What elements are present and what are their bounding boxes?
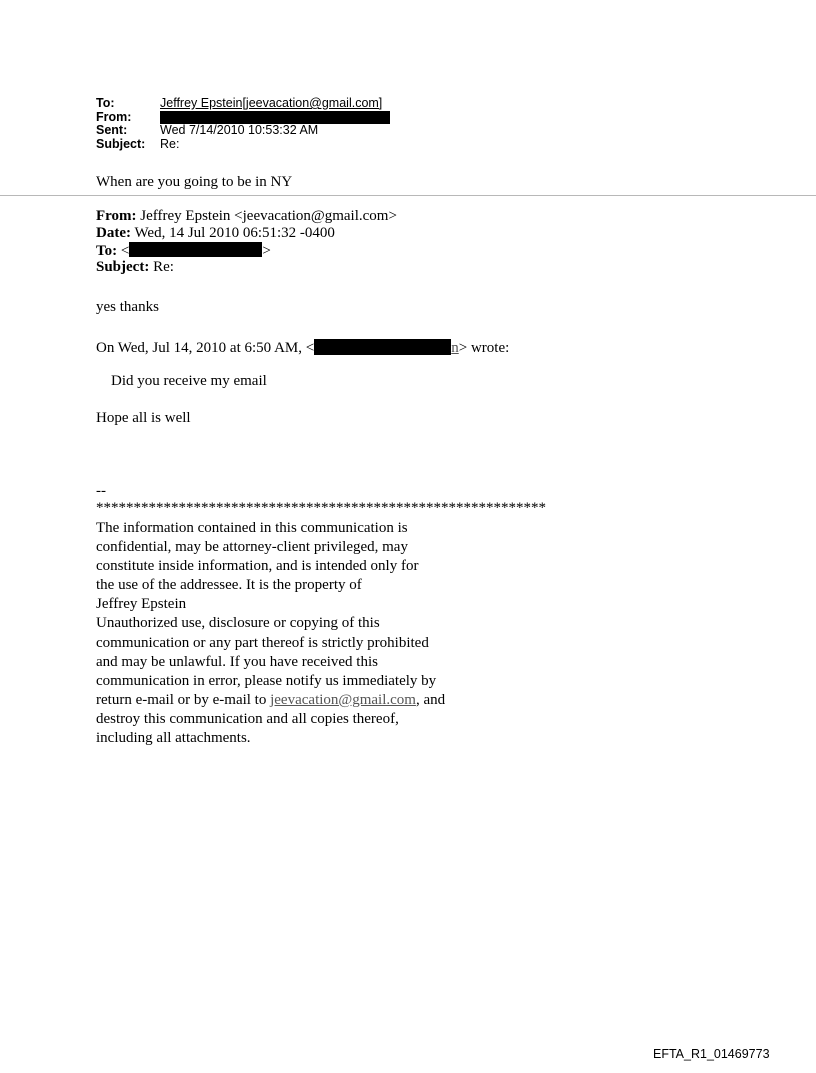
disclaimer-line: including all attachments.: [96, 730, 251, 747]
disclaimer-return-suffix: , and: [415, 691, 446, 708]
disclaimer-line: Jeffrey Epstein: [96, 596, 187, 613]
disclaimer-line: Unauthorized use, disclosure or copying of this: [96, 615, 380, 632]
disclaimer-line: The information contained in this communication is: [96, 520, 408, 536]
redaction-box: [160, 111, 390, 124]
header-from-label: From:: [96, 109, 132, 124]
quoted-to-label: To:: [96, 243, 118, 259]
message-body: When are you going to be in NY: [96, 174, 293, 190]
disclaimer: [96, 519, 445, 748]
header-subject-label: Subject:: [96, 136, 146, 151]
quoted-from-value: Jeffrey Epstein <jeevacation@gmail.com>: [136, 208, 397, 224]
header-subject-value: Re:: [160, 136, 180, 151]
header-sent-label: Sent:: [96, 123, 128, 137]
quoted-subject-value: Re:: [149, 259, 174, 275]
quoted-to-close: >: [262, 243, 271, 259]
disclaimer-line: communication or any part thereof is strictly prohibited: [96, 634, 429, 651]
quoted-from-label: From:: [96, 208, 137, 224]
quoted-to-open: <: [117, 243, 130, 259]
disclaimer-return-line: [96, 691, 445, 710]
quoted-date-label: Date:: [96, 225, 131, 241]
header-to-label: To:: [96, 96, 115, 110]
quoted-header: [96, 208, 397, 276]
header-to-value: Jeffrey Epstein[jeevacation@gmail.com]: [160, 96, 383, 110]
attribution-prefix: On Wed, Jul 14, 2010 at 6:50 AM, <: [96, 340, 315, 356]
disclaimer-line: constitute inside information, and is intended only for: [96, 558, 419, 575]
quoted-from-row: [96, 208, 397, 225]
disclaimer-line: destroy this communication and all copies thereof,: [96, 710, 399, 727]
redaction-box: [314, 339, 451, 355]
attribution-suffix: > wrote:: [458, 340, 510, 356]
disclaimer-line: and may be unlawful. If you have received this: [96, 653, 378, 670]
attribution-line: [96, 339, 509, 357]
disclaimer-line: confidential, may be attorney-client privileged, may: [96, 539, 408, 556]
divider: [0, 195, 816, 196]
email-link[interactable]: jeevacation@gmail.com: [270, 691, 416, 708]
signature-separator: --: [96, 483, 106, 499]
header-sent-value: Wed 7/14/2010 10:53:32 AM: [160, 123, 319, 137]
disclaimer-line: communication in error, please notify us immediately by: [96, 672, 437, 689]
closing-line: Hope all is well: [96, 410, 191, 426]
quoted-date-row: [96, 225, 397, 242]
asterisk-divider: ************************************************************: [96, 500, 546, 516]
attribution-tail: n: [451, 340, 459, 356]
bates-number: EFTA_R1_01469773: [653, 1047, 770, 1061]
quoted-text: Did you receive my email: [111, 373, 267, 389]
reply-text: yes thanks: [96, 299, 159, 315]
disclaimer-line: the use of the addressee. It is the property of: [96, 577, 362, 594]
quoted-to-row: [96, 242, 397, 259]
quoted-subject-label: Subject:: [96, 259, 150, 275]
quoted-date-value: Wed, 14 Jul 2010 06:51:32 -0400: [130, 225, 335, 241]
disclaimer-return-prefix: return e-mail or by e-mail to: [96, 691, 271, 708]
quoted-subject-row: [96, 259, 397, 276]
redaction-box: [129, 242, 262, 257]
